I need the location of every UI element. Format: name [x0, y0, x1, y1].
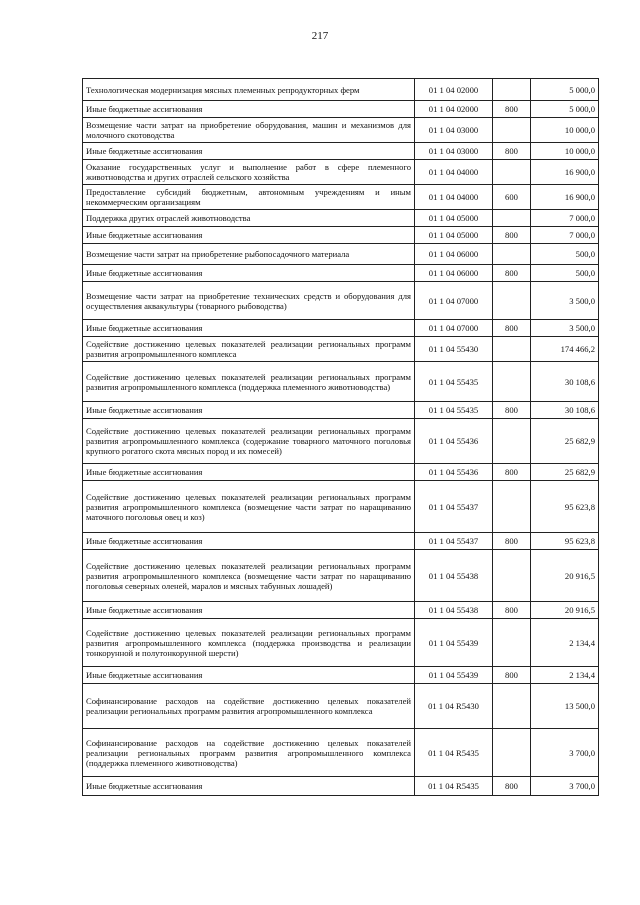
row-target-code: 01 1 04 55437	[415, 533, 493, 550]
row-description: Иные бюджетные ассигнования	[83, 464, 415, 481]
table-row	[83, 118, 599, 143]
row-target-code: 01 1 04 55435	[415, 402, 493, 419]
row-expense-type	[493, 282, 531, 320]
row-description: Иные бюджетные ассигнования	[83, 602, 415, 619]
row-description: Иные бюджетные ассигнования	[83, 533, 415, 550]
row-amount: 95 623,8	[531, 533, 599, 550]
row-target-code: 01 1 04 R5435	[415, 777, 493, 796]
row-amount: 7 000,0	[531, 210, 599, 227]
row-expense-type	[493, 362, 531, 402]
row-description: Содействие достижению целевых показателей реализации региональных программ развития агропромышленного комплекса (поддержка племенного животноводства)	[83, 362, 415, 402]
row-target-code: 01 1 04 02000	[415, 79, 493, 101]
row-description: Иные бюджетные ассигнования	[83, 265, 415, 282]
row-expense-type: 800	[493, 101, 531, 118]
row-expense-type: 800	[493, 533, 531, 550]
row-description: Оказание государственных услуг и выполнение работ в сфере племенного животноводства и других отраслей сельского хозяйства	[83, 160, 415, 185]
row-amount: 20 916,5	[531, 550, 599, 602]
row-description: Иные бюджетные ассигнования	[83, 143, 415, 160]
row-expense-type	[493, 244, 531, 265]
row-amount: 20 916,5	[531, 602, 599, 619]
row-target-code: 01 1 04 03000	[415, 143, 493, 160]
row-target-code: 01 1 04 55437	[415, 481, 493, 533]
row-target-code: 01 1 04 55439	[415, 667, 493, 684]
table-row	[83, 777, 599, 796]
row-expense-type	[493, 619, 531, 667]
row-amount: 3 700,0	[531, 777, 599, 796]
table-row	[83, 320, 599, 337]
table-row	[83, 282, 599, 320]
table-row	[83, 481, 599, 533]
row-target-code: 01 1 04 55439	[415, 619, 493, 667]
row-target-code: 01 1 04 55435	[415, 362, 493, 402]
row-expense-type	[493, 419, 531, 464]
row-expense-type	[493, 729, 531, 777]
row-target-code: 01 1 04 R5435	[415, 729, 493, 777]
row-expense-type: 800	[493, 777, 531, 796]
row-amount: 500,0	[531, 244, 599, 265]
row-expense-type: 800	[493, 320, 531, 337]
row-target-code: 01 1 04 04000	[415, 160, 493, 185]
row-description: Софинансирование расходов на содействие достижению целевых показателей реализации региональных программ развития агропромышленного комплекса (поддержка племенного животноводства)	[83, 729, 415, 777]
row-expense-type	[493, 481, 531, 533]
row-amount: 16 900,0	[531, 185, 599, 210]
row-target-code: 01 1 04 07000	[415, 282, 493, 320]
row-expense-type	[493, 210, 531, 227]
row-description: Содействие достижению целевых показателей реализации региональных программ развития агропромышленного комплекса	[83, 337, 415, 362]
row-expense-type	[493, 160, 531, 185]
row-description: Иные бюджетные ассигнования	[83, 777, 415, 796]
row-expense-type	[493, 684, 531, 729]
row-target-code: 01 1 04 55438	[415, 602, 493, 619]
row-description: Предоставление субсидий бюджетным, автономным учреждениям и иным некоммерческим организациям	[83, 185, 415, 210]
row-description: Возмещение части затрат на приобретение технических средств и оборудования для осуществления аквакультуры (товарного рыбоводства)	[83, 282, 415, 320]
row-amount: 5 000,0	[531, 79, 599, 101]
table-row	[83, 160, 599, 185]
row-description: Содействие достижению целевых показателей реализации региональных программ развития агропромышленного комплекса (содержание товарного маточного поголовья крупного рогатого скота мясных пород и их помесей)	[83, 419, 415, 464]
row-amount: 16 900,0	[531, 160, 599, 185]
row-description: Содействие достижению целевых показателей реализации региональных программ развития агропромышленного комплекса (возмещение части затрат по наращиванию поголовья северных оленей, маралов и мясных табунных лошадей)	[83, 550, 415, 602]
row-expense-type: 800	[493, 402, 531, 419]
table-row	[83, 244, 599, 265]
table-row	[83, 79, 599, 101]
table-row	[83, 101, 599, 118]
row-target-code: 01 1 04 55438	[415, 550, 493, 602]
row-amount: 13 500,0	[531, 684, 599, 729]
row-target-code: 01 1 04 55436	[415, 464, 493, 481]
row-amount: 95 623,8	[531, 481, 599, 533]
row-description: Содействие достижению целевых показателей реализации региональных программ развития агропромышленного комплекса (возмещение части затрат по наращиванию маточного поголовья овец и коз)	[83, 481, 415, 533]
row-amount: 2 134,4	[531, 667, 599, 684]
row-target-code: 01 1 04 07000	[415, 320, 493, 337]
row-amount: 500,0	[531, 265, 599, 282]
table-row	[83, 533, 599, 550]
table-row	[83, 464, 599, 481]
table-row	[83, 419, 599, 464]
row-amount: 3 500,0	[531, 320, 599, 337]
table-row	[83, 143, 599, 160]
table-row	[83, 550, 599, 602]
row-target-code: 01 1 04 04000	[415, 185, 493, 210]
row-amount: 174 466,2	[531, 337, 599, 362]
row-expense-type: 800	[493, 265, 531, 282]
row-description: Иные бюджетные ассигнования	[83, 402, 415, 419]
row-amount: 25 682,9	[531, 464, 599, 481]
row-description: Иные бюджетные ассигнования	[83, 227, 415, 244]
table-row	[83, 362, 599, 402]
row-amount: 10 000,0	[531, 118, 599, 143]
row-target-code: 01 1 04 55436	[415, 419, 493, 464]
row-target-code: 01 1 04 05000	[415, 210, 493, 227]
row-target-code: 01 1 04 55430	[415, 337, 493, 362]
table-row	[83, 729, 599, 777]
row-target-code: 01 1 04 03000	[415, 118, 493, 143]
row-expense-type	[493, 550, 531, 602]
row-description: Содействие достижению целевых показателей реализации региональных программ развития агропромышленного комплекса (поддержка производства и реализации тонкорунной и полутонкорунной шерсти)	[83, 619, 415, 667]
table-row	[83, 619, 599, 667]
row-description: Возмещение части затрат на приобретение рыбопосадочного материала	[83, 244, 415, 265]
row-amount: 10 000,0	[531, 143, 599, 160]
row-target-code: 01 1 04 06000	[415, 265, 493, 282]
row-expense-type: 800	[493, 602, 531, 619]
table-row	[83, 684, 599, 729]
table-row	[83, 210, 599, 227]
row-description: Иные бюджетные ассигнования	[83, 101, 415, 118]
row-description: Иные бюджетные ассигнования	[83, 667, 415, 684]
row-description: Софинансирование расходов на содействие достижению целевых показателей реализации региональных программ развития агропромышленного комплекса	[83, 684, 415, 729]
row-description: Технологическая модернизация мясных племенных репродукторных ферм	[83, 79, 415, 101]
row-amount: 2 134,4	[531, 619, 599, 667]
row-expense-type	[493, 79, 531, 101]
row-expense-type	[493, 337, 531, 362]
row-expense-type: 800	[493, 143, 531, 160]
page-number: 217	[311, 30, 329, 42]
table-row	[83, 185, 599, 210]
row-amount: 30 108,6	[531, 402, 599, 419]
row-expense-type	[493, 118, 531, 143]
row-description: Поддержка других отраслей животноводства	[83, 210, 415, 227]
row-description: Возмещение части затрат на приобретение оборудования, машин и механизмов для молочного скотоводства	[83, 118, 415, 143]
row-expense-type: 800	[493, 464, 531, 481]
row-target-code: 01 1 04 06000	[415, 244, 493, 265]
table-row	[83, 402, 599, 419]
row-amount: 30 108,6	[531, 362, 599, 402]
row-amount: 7 000,0	[531, 227, 599, 244]
row-amount: 3 700,0	[531, 729, 599, 777]
row-amount: 3 500,0	[531, 282, 599, 320]
budget-table-body	[83, 79, 599, 796]
table-row	[83, 667, 599, 684]
budget-table	[82, 78, 599, 796]
row-description: Иные бюджетные ассигнования	[83, 320, 415, 337]
table-row	[83, 602, 599, 619]
table-row	[83, 265, 599, 282]
row-expense-type: 800	[493, 227, 531, 244]
row-expense-type: 800	[493, 667, 531, 684]
row-target-code: 01 1 04 05000	[415, 227, 493, 244]
row-amount: 5 000,0	[531, 101, 599, 118]
row-amount: 25 682,9	[531, 419, 599, 464]
table-row	[83, 337, 599, 362]
row-expense-type: 600	[493, 185, 531, 210]
row-target-code: 01 1 04 02000	[415, 101, 493, 118]
row-target-code: 01 1 04 R5430	[415, 684, 493, 729]
table-row	[83, 227, 599, 244]
